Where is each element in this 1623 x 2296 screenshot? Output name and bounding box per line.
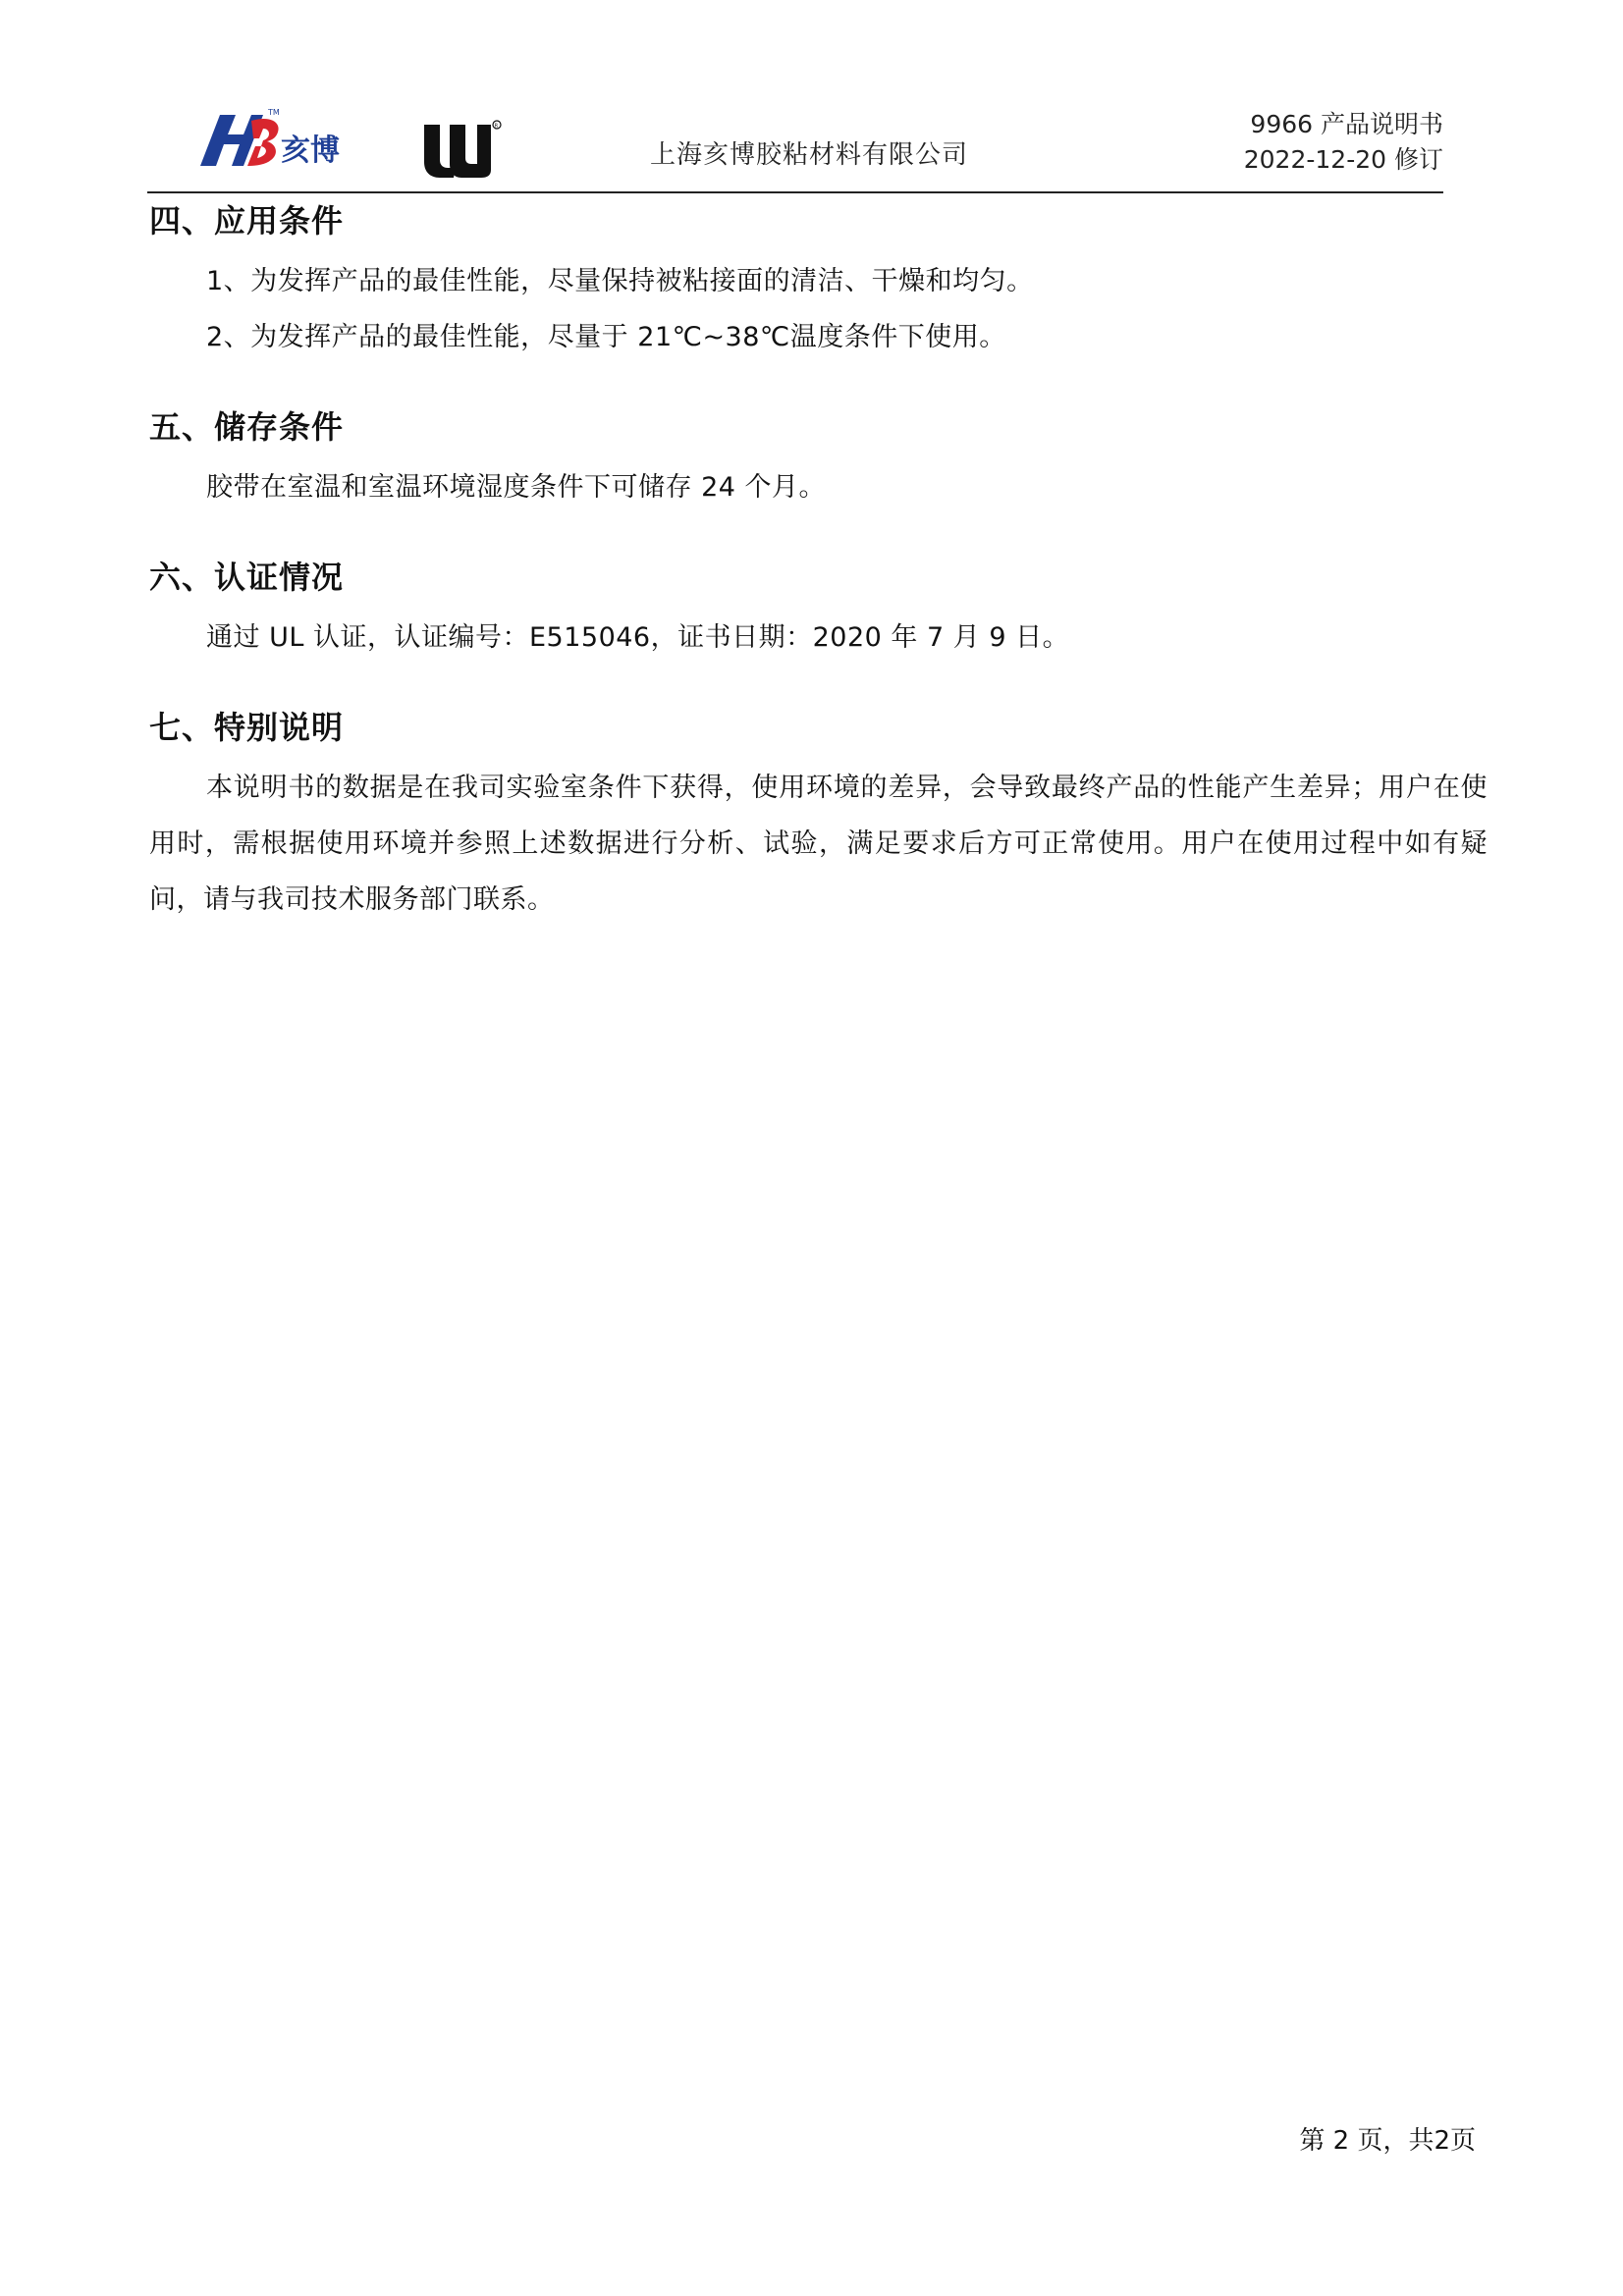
svg-text:亥博: 亥博 — [281, 133, 340, 168]
section-certification — [149, 551, 1489, 666]
section-title: 六、认证情况 — [149, 559, 345, 596]
section-special-notes — [149, 701, 1489, 928]
revision-date: 2022-12-20 修订 — [1243, 145, 1443, 174]
document-body — [149, 194, 1489, 963]
section-title: 七、特别说明 — [149, 709, 345, 746]
svg-text:TM: TM — [268, 108, 280, 117]
hb-wordmark-icon — [281, 133, 340, 168]
page-number: 第 2 页，共2页 — [1299, 2126, 1476, 2156]
document-title: 9966 产品说明书 — [1250, 110, 1443, 138]
section-title: 五、储存条件 — [149, 408, 345, 446]
paragraph: 胶带在室温和室温环境湿度条件下可储存 24 个月。 — [206, 472, 827, 503]
list-item: 2、为发挥产品的最佳性能，尽量于 21℃~38℃温度条件下使用。 — [206, 322, 1006, 352]
paragraph: 通过 UL 认证，认证编号：E515046，证书日期：2020 年 7 月 9 日。 — [206, 622, 1070, 653]
section-title: 四、应用条件 — [149, 202, 345, 240]
ul-certification-mark-icon — [424, 121, 501, 178]
company-name: 上海亥博胶粘材料有限公司 — [650, 140, 969, 170]
page-header — [147, 93, 1443, 193]
list-item: 1、为发挥产品的最佳性能，尽量保持被粘接面的清洁、干燥和均匀。 — [206, 266, 1034, 296]
company-logo — [183, 101, 507, 180]
hb-ul-logo-graphic — [183, 101, 507, 180]
paragraph: 本说明书的数据是在我司实验室条件下获得，使用环境的差异，会导致最终产品的性能产生差异；用户在使用时，需根据使用环境并参照上述数据进行分析、试验，满足要求后方可正常使用。用户在使用过程中如有疑问，请与我司技术服务部门联系。 — [149, 773, 1488, 915]
hb-emblem-icon — [200, 108, 280, 166]
document-meta — [1244, 107, 1443, 178]
section-storage-conditions — [149, 400, 1489, 515]
svg-text:R: R — [494, 123, 499, 130]
section-application-conditions — [149, 194, 1489, 365]
